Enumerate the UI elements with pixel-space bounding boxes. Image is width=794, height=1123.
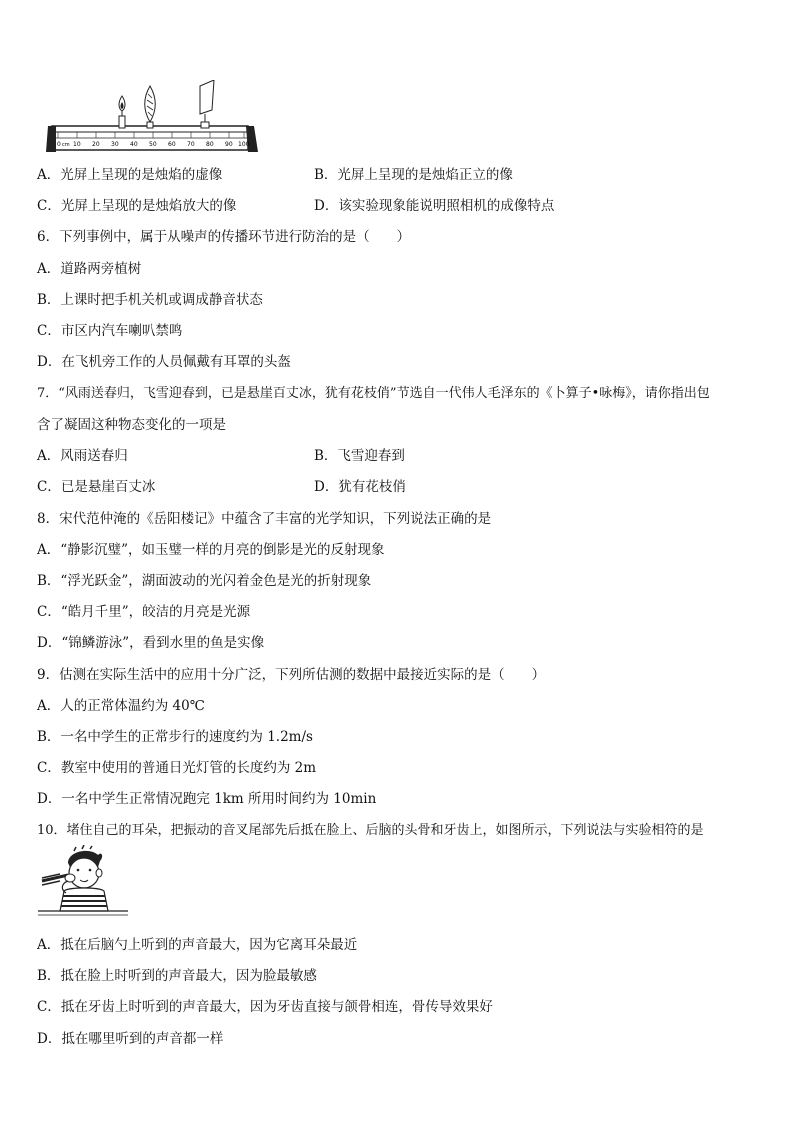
scale-label-50: 50 [149,141,157,148]
scale-label-cm: cm [62,142,70,148]
q7-option-c: C．已是悬崖百丈冰 [37,479,156,495]
scale-label-70: 70 [187,141,195,148]
q6-option-a: A．道路两旁植树 [37,261,142,277]
scale-label-100: 100 [238,141,250,148]
q6-option-c: C．市区内汽车喇叭禁鸣 [37,323,183,339]
q5-option-a: A．光屏上呈现的是烛焰的虚像 [37,167,223,183]
convex-lens-icon [145,86,156,128]
q8-option-b: B．“浮光跃金”，湖面波动的光闪着金色是光的折射现象 [37,573,372,589]
q8-option-c: C．“皓月千里”，皎洁的月亮是光源 [37,604,251,620]
q8-option-a: A．“静影沉璧”，如玉璧一样的月亮的倒影是光的反射现象 [37,542,385,558]
scale-label-0: 0 [57,141,61,148]
q10-option-b: B．抵在脸上时听到的声音最大，因为脸最敏感 [37,968,317,984]
q10-option-d: D．抵在哪里听到的声音都一样 [37,1031,224,1047]
q7-option-a: A．风雨送春归 [37,448,128,464]
q7-option-d: D．犹有花枝俏 [314,479,406,495]
q10-option-a: A．抵在后脑勺上听到的声音最大，因为它离耳朵最近 [37,937,358,953]
scale-label-90: 90 [225,141,233,148]
candle-icon [119,96,125,128]
q5-option-d: D．该实验现象能说明照相机的成像特点 [314,198,555,214]
light-screen-icon [200,80,214,128]
q6-option-d: D．在飞机旁工作的人员佩戴有耳罩的头盔 [37,354,291,370]
scale-label-10: 10 [73,141,81,148]
q5-option-c: C．光屏上呈现的是烛焰放大的像 [37,198,237,214]
q8-option-d: D．“锦鳞游泳”，看到水里的鱼是实像 [37,635,265,651]
scale-label-30: 30 [111,141,119,148]
q6-option-b: B．上课时把手机关机或调成静音状态 [37,292,263,308]
tuning-fork-boy-figure [38,845,130,921]
q7-stem-line1: 7．“风雨送春归，飞雪迎春到，已是悬崖百丈冰，犹有花枝俏”节选自一代伟人毛泽东的《卜算子•咏梅》，请你指出包 [37,386,710,401]
q8-stem: 8．宋代范仲淹的《岳阳楼记》中蕴含了丰富的光学知识，下列说法正确的是 [37,511,492,527]
scale-label-60: 60 [168,141,176,148]
q9-stem: 9．估测在实际生活中的应用十分广泛，下列所估测的数据中最接近实际的是（ ） [37,667,546,683]
optical-bench-figure [44,80,264,152]
q7-option-b: B．飞雪迎春到 [314,448,405,464]
q9-option-b: B．一名中学生的正常步行的速度约为 1.2m/s [37,729,313,745]
q9-option-a: A．人的正常体温约为 40℃ [37,698,205,714]
scale-label-80: 80 [206,141,214,148]
q9-option-c: C．教室中使用的普通日光灯管的长度约为 2m [37,760,317,776]
scale-label-40: 40 [130,141,138,148]
q10-stem: 10．堵住自己的耳朵，把振动的音叉尾部先后抵在脸上、后脑的头骨和牙齿上，如图所示，下列说法与实验相符的是 [37,823,704,838]
q6-stem: 6．下列事例中，属于从噪声的传播环节进行防治的是（ ） [37,229,411,245]
q9-option-d: D．一名中学生正常情况跑完 1km 所用时间约为 10min [37,791,377,807]
q10-option-c: C．抵在牙齿上时听到的声音最大，因为牙齿直接与颌骨相连，骨传导效果好 [37,999,493,1015]
q7-stem-line2: 含了凝固这种物态变化的一项是 [37,417,226,433]
scale-label-20: 20 [92,141,100,148]
q5-option-b: B．光屏上呈现的是烛焰正立的像 [314,167,513,183]
